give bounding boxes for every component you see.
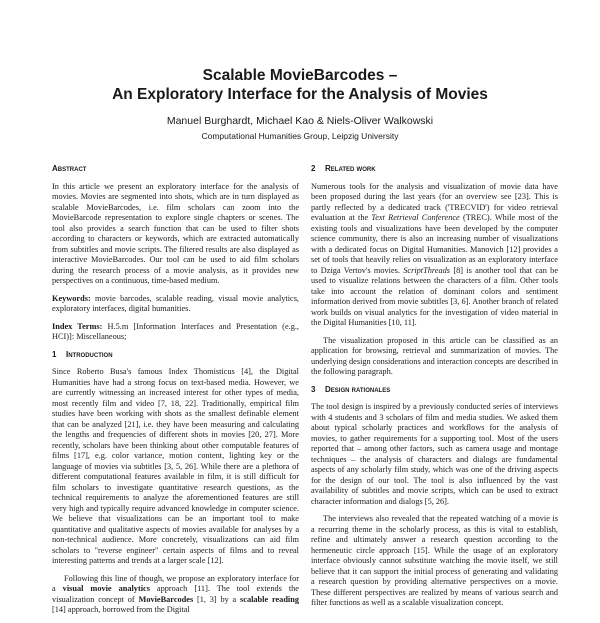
design-rationales-heading (311, 385, 558, 396)
index-terms-text: H.5.m [Information Interfaces and Presentation (e.g., HCI)]: Miscellaneous; (52, 321, 299, 341)
left-column (52, 164, 299, 623)
design-paragraph-1: The tool design is inspired by a previously conducted series of interviews with 4 students and 3 scholars of film and media studies. We asked them about typical scholarly practices and workflows for the analysis of movies, to gather requirements for a supporting tool. Most of the users reported that – among other factors, such as camera usage and montage techniques – the analysis of characters and dialogs are fundamental aspects of any scholarly film study, which was one of the driving aspects for the design of our tool. The tool is also influenced by the vast availability of subtitles and movie scripts, which can be used to extract character information and dialogs [5, 26]. (311, 402, 558, 506)
design-paragraph-2: The interviews also revealed that the repeated watching of a movie is a recurring theme in the scholarly process, as this is vital to establish, refine and ultimately answer a research question according to the hermeneutic circle approach [15]. While the usage of an exploratory interface obviously cannot substitute watching the movie itself, we still believe that it can support the initial process of generating and validating a research question by providing alternative perspectives on a movie. These different perspectives are realized by means of various search and filter functions as well as a scalable visualization concept. (311, 514, 558, 607)
index-terms (52, 322, 299, 343)
authors: Manuel Burghardt, Michael Kao & Niels-Oliver Walkowski (166, 115, 434, 127)
keywords-text: movie barcodes, scalable reading, visual movie analytics, exploratory interfaces, digital humanities. (52, 293, 299, 313)
section-number: 1 (52, 349, 57, 359)
title-line-1: Scalable MovieBarcodes – (202, 67, 398, 84)
right-column (311, 164, 558, 616)
paper-title (0, 66, 600, 104)
section-title: Design rationales (325, 384, 391, 394)
related-work-heading (311, 164, 558, 175)
title-line-2: An Exploratory Interface for the Analysis of Movies (112, 86, 488, 103)
abstract-heading: Abstract (52, 164, 87, 173)
section-number: 3 (311, 384, 316, 394)
abstract-text: In this article we present an exploratory interface for the analysis of movies. Movies are segmented into shots, which are in turn displayed as scalable MovieBarcodes, i.e. film scholars can zoom into the MovieBarcode representation to explore single chapters or scenes. The tool also provides a search function that can be used to filter shots according to characters or keywords, which are extracted automatically from subtitles and movie scripts. The filtered results are also displayed as interactive MovieBarcodes. Our tool can be used to aid film scholars during the research process of a movie analysis, as it provides new perspectives on a continuous, time-based medium. (52, 181, 299, 285)
index-terms-label: Index Terms: (52, 321, 103, 331)
intro-paragraph-2: Following this line of though, we propose an exploratory interface for a visual movie analytics approach [11]. The tool extends the visualization concept of MovieBarcodes [1, 3] by a scalable reading [14] approach, borrowed from the Digital (52, 573, 300, 614)
section-title: Related work (325, 164, 376, 173)
section-title: Introduction (66, 349, 113, 359)
intro-paragraph-1: Since Roberto Busa's famous Index Thomisticus [4], the Digital Humanities have had a strong focus on text-based media. However, we are currently witnessing an increased interest for other types of media, most recently film and video [7, 18, 22]. Traditionally, empirical film studies have been working with shots as the smallest definable element that can be analyzed [21], i.e. they have been measuring and calculating the lengths and frequencies of different shots in movies [20, 27]. More recently, scholars have been thinking about other computable features of films [17], e.g. color variance, motion content, lighting key or the language of movies via subtitles [3, 5, 26]. While there are a plethora of different computational features available in film, it is still difficult for film scholars to investigate quantitative research questions, as the technical requirements to analyze the aforementioned features are still very high and typically require advanced knowledge in computer science. We believe that visualizations can be an important tool to make quantitative and qualitative aspects of movies available for analyses by a non-technical audience. More concretely, visualizations can aid film scholars to "reverse engineer" certain aspects of films and to reveal interesting patterns and trends at a larger scale [12]. (52, 367, 299, 565)
keywords (52, 294, 299, 315)
introduction-heading (52, 350, 299, 361)
affiliation: Computational Humanities Group, Leipzig University (201, 131, 399, 141)
related-paragraph-1: Numerous tools for the analysis and visualization of movie data have been proposed during the last years (for an overview see [23]. This is partly reflected by a dedicated track ('TRECVID') for video retrieval evaluation at the Text Retrieval Conference (TREC). While most of the existing tools and visualizations have been developed by the computer science community, there is also an increasing number of visualizations with a dedicated focus on Digital Humanities. Manovich [12] provides a set of tools that heavily relies on visualization as an exploratory interface to Dziga Vertov's movies. ScriptThreads [8] is another tool that can be used to visualize relations between the characters of a film. Other tools take into account the relation of dominant colors and sentiment information derived from movie subtitles [3, 6]. Another branch of related work builds on visual analytics for the investigation of video material in the Digital Humanities [10, 11]. (311, 181, 559, 327)
related-paragraph-2: The visualization proposed in this article can be classified as an application for browsing, retrieval and summarization of movies. The underlying design considerations and interaction concepts are described in the following paragraph. (311, 335, 558, 376)
keywords-label: Keywords: (52, 293, 91, 303)
section-number: 2 (311, 164, 316, 173)
